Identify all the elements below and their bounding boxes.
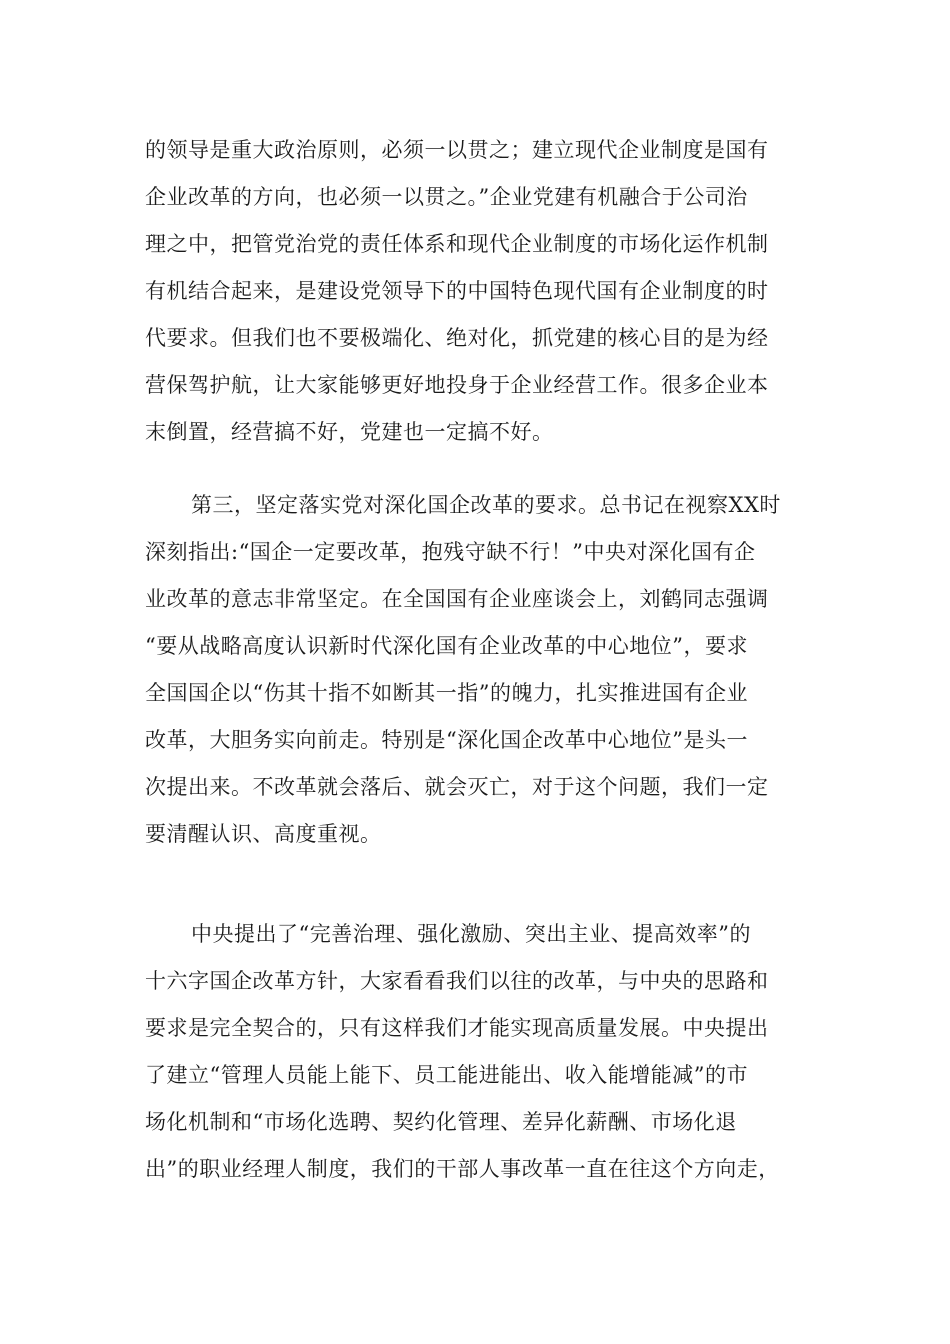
text-line: 全国国企以“伤其十指不如断其一指”的魄力，扎实推进国有企业 (145, 681, 748, 705)
text-line: 改革，大胆务实向前走。特别是“深化国企改革中心地位”是头一 (145, 728, 748, 752)
text-line: 有机结合起来，是建设党领导下的中国特色现代国有企业制度的时 (145, 279, 769, 303)
text-line: 中央提出了“完善治理、强化激励、突出主业、提高效率”的 (191, 922, 751, 946)
text-line: 末倒置，经营搞不好，党建也一定搞不好。 (145, 420, 554, 444)
text-line: 要求是完全契合的，只有这样我们才能实现高质量发展。中央提出 (145, 1016, 769, 1040)
text-line: 代要求。但我们也不要极端化、绝对化，抓党建的核心目的是为经 (145, 326, 769, 350)
text-line: 了建立“管理人员能上能下、员工能进能出、收入能增能减”的市 (145, 1063, 748, 1087)
text-line: 企业改革的方向，也必须一以贯之。”企业党建有机融合于公司治 (145, 185, 748, 209)
text-line: 要清醒认识、高度重视。 (145, 822, 382, 846)
text-line: 理之中，把管党治党的责任体系和现代企业制度的市场化运作机制 (145, 232, 769, 256)
text-line: 第三，坚定落实党对深化国企改革的要求。总书记在视察XX时 (191, 493, 781, 517)
text-line: 场化机制和“市场化选聘、契约化管理、差异化薪酬、市场化退 (145, 1110, 737, 1134)
text-line: 深刻指出:“国企一定要改革，抱残守缺不行！”中央对深化国有企 (145, 540, 756, 564)
text-line: 营保驾护航，让大家能够更好地投身于企业经营工作。很多企业本 (145, 373, 769, 397)
text-line: 出”的职业经理人制度，我们的干部人事改革一直在往这个方向走， (145, 1157, 780, 1181)
text-line: “要从战略高度认识新时代深化国有企业改革的中心地位”，要求 (145, 634, 748, 658)
text-line: 十六字国企改革方针，大家看看我们以往的改革，与中央的思路和 (145, 969, 769, 993)
text-line: 的领导是重大政治原则，必须一以贯之；建立现代企业制度是国有 (145, 138, 769, 162)
text-line: 次提出来。不改革就会落后、就会灭亡，对于这个问题，我们一定 (145, 775, 769, 799)
text-line: 业改革的意志非常坚定。在全国国有企业座谈会上，刘鹤同志强调 (145, 587, 769, 611)
